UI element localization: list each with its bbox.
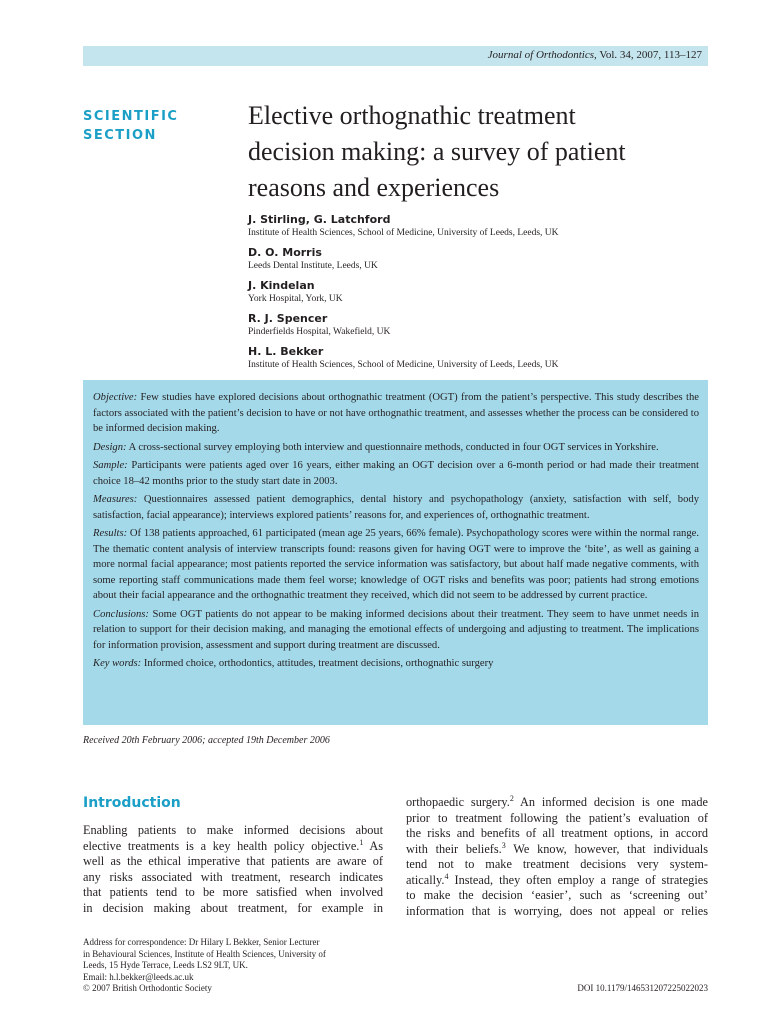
citation-ref: 1 bbox=[359, 837, 364, 847]
abstract-text: Few studies have explored decisions about orthognathic treatment (OGT) from the patient’s perspective. This study describes the factors associated with the patient’s decision to have or not have orthognathic treatment, and assesses whether the process can be considered to be informed decision making. bbox=[93, 392, 699, 434]
copyright-notice: © 2007 British Orthodontic Society bbox=[83, 983, 212, 994]
author-affiliation: York Hospital, York, UK bbox=[248, 294, 343, 304]
body-line: prior to treatment following the patient’s evaluation of bbox=[406, 810, 708, 825]
journal-reference bbox=[488, 49, 702, 61]
author-affiliation: Pinderfields Hospital, Wakefield, UK bbox=[248, 327, 391, 337]
citation-ref: 2 bbox=[509, 793, 514, 803]
abstract-text: Informed choice, orthodontics, attitudes, treatment decisions, orthognathic surgery bbox=[143, 658, 494, 669]
body-line: information that is worrying, does not appeal or relies bbox=[406, 903, 708, 918]
body-line: tend not to make treatment decisions very system- bbox=[406, 857, 708, 871]
abstract-results bbox=[93, 526, 699, 604]
author-name: R. J. Spencer bbox=[248, 312, 328, 325]
abstract-design bbox=[93, 440, 699, 456]
abstract-label: Objective: bbox=[93, 392, 138, 403]
abstract-label: Conclusions: bbox=[93, 608, 149, 620]
body-line: elective treatments is a key health policy objective.$^1$ As bbox=[83, 837, 383, 853]
author-list bbox=[248, 212, 708, 377]
correspondence-footnote bbox=[83, 937, 383, 995]
abstract-text: Participants were patients aged over 16 years, either making an OGT decision over a 6-month period or had made their treatment choice 18–42 months prior to the study start date in 2003. bbox=[93, 460, 699, 487]
abstract-objective bbox=[93, 390, 699, 437]
section-label-line-1: SCIENTIFIC bbox=[83, 109, 179, 124]
abstract-text: A cross-sectional survey employing both interview and questionnaire methods, conducted in four OGT services in Yorkshire. bbox=[128, 441, 659, 453]
section-heading-introduction: Introduction bbox=[83, 795, 181, 811]
body-line: well as the ethical imperative that patients are aware of bbox=[83, 854, 383, 868]
abstract-label: Measures: bbox=[93, 494, 138, 505]
citation-ref: 3 bbox=[501, 840, 506, 850]
abstract-label: Design: bbox=[93, 441, 127, 453]
citation-ref: 4 bbox=[444, 871, 449, 881]
body-line: Enabling patients to make informed decisions about bbox=[83, 823, 383, 837]
abstract-conclusions bbox=[93, 607, 699, 654]
abstract-label: Results: bbox=[93, 528, 128, 539]
body-line: the risks and benefits of all treatment options, in accord bbox=[406, 826, 708, 840]
author-name: J. Kindelan bbox=[248, 279, 315, 292]
journal-volume-pages: , Vol. 34, 2007, 113–127 bbox=[594, 49, 702, 61]
body-line: with their beliefs.$^3$ We know, however, that individuals bbox=[406, 840, 708, 856]
author-entry bbox=[248, 212, 708, 239]
section-label bbox=[83, 107, 178, 145]
article-title bbox=[248, 98, 698, 206]
footnote-line: in Behavioural Sciences, Institute of Health Sciences, University of bbox=[83, 948, 326, 959]
title-line-1: Elective orthognathic treatment bbox=[248, 101, 576, 130]
author-entry bbox=[248, 245, 708, 272]
doi: DOI 10.1179/146531207225022023 bbox=[577, 983, 708, 993]
journal-name: Journal of Orthodontics bbox=[487, 49, 595, 61]
abstract-text: Some OGT patients do not appear to be making informed decisions about their treatment. They seem to have unmet needs in relation to support for their decision making, and managing the emotional effects of undergoing and adjusting to treatment. The implications for information provision, assessment and support during treatment are discussed. bbox=[93, 608, 699, 651]
body-line: in decision making about treatment, for example in bbox=[83, 900, 383, 915]
journal-header-bar bbox=[83, 46, 708, 66]
abstract-sample bbox=[93, 458, 699, 489]
body-line: to make the decision ‘easier’, such as ‘screening out’ bbox=[406, 888, 708, 902]
author-entry bbox=[248, 311, 708, 338]
abstract-keywords bbox=[93, 656, 699, 672]
abstract-text: Of 138 patients approached, 61 participated (mean age 25 years, 66% female). Psychopathology scores were within the normal range. The thematic content analysis of interview transcripts found: reasons given for having OGT were to improve the ‘bite’, as well as gaining a more normal facial appearance; most patients reported the service information was satisfactory, but about half made negative comments, with some reporting staff communications made them feel worse; knowledge of OGT risks and benefits was poor; patients had strong emotions about their facial appearance and the orthognathic treatment they received, which did not seem to be addressed by current practice. bbox=[93, 528, 699, 601]
author-name: J. Stirling, G. Latchford bbox=[248, 213, 391, 226]
abstract-measures bbox=[93, 492, 699, 523]
footnote-line: Leeds, 15 Hyde Terrace, Leeds LS2 9LT, UK. bbox=[83, 960, 248, 971]
body-column-right bbox=[406, 795, 708, 919]
abstract-box bbox=[83, 380, 708, 725]
footnote-email: Email: h.l.bekker@leeds.ac.uk bbox=[83, 971, 194, 982]
abstract-text: Questionnaires assessed patient demographics, dental history and psychopathology (anxiety, satisfaction with self, body satisfaction, facial appearance); interviews explored patients’ reasons for, and experiences of, orthognathic treatment. bbox=[93, 494, 699, 521]
body-line: atically.$^4$ Instead, they often employ a range of strategies bbox=[406, 871, 708, 887]
body-line: any risks associated with treatment, research indicates bbox=[83, 869, 383, 884]
author-affiliation: Institute of Health Sciences, School of Medicine, University of Leeds, Leeds, UK bbox=[248, 360, 559, 370]
body-line: that patients tend to be more satisfied when involved bbox=[83, 885, 383, 899]
title-line-3: reasons and experiences bbox=[248, 173, 500, 202]
section-label-line-2: SECTION bbox=[83, 128, 157, 143]
author-entry bbox=[248, 344, 708, 371]
received-dates: Received 20th February 2006; accepted 19th December 2006 bbox=[83, 735, 330, 746]
author-affiliation: Leeds Dental Institute, Leeds, UK bbox=[248, 261, 378, 271]
title-line-2: decision making: a survey of patient bbox=[248, 137, 626, 166]
abstract-label: Sample: bbox=[93, 460, 128, 471]
body-line: orthopaedic surgery.$^2$ An informed decision is one made bbox=[406, 793, 708, 809]
author-name: H. L. Bekker bbox=[248, 345, 324, 358]
body-column-left bbox=[83, 823, 383, 916]
author-affiliation: Institute of Health Sciences, School of Medicine, University of Leeds, Leeds, UK bbox=[248, 228, 559, 238]
abstract-label: Key words: bbox=[93, 658, 142, 669]
author-entry bbox=[248, 278, 708, 305]
footnote-line: Address for correspondence: Dr Hilary L Bekker, Senior Lecturer bbox=[83, 937, 320, 947]
author-name: D. O. Morris bbox=[248, 246, 322, 259]
